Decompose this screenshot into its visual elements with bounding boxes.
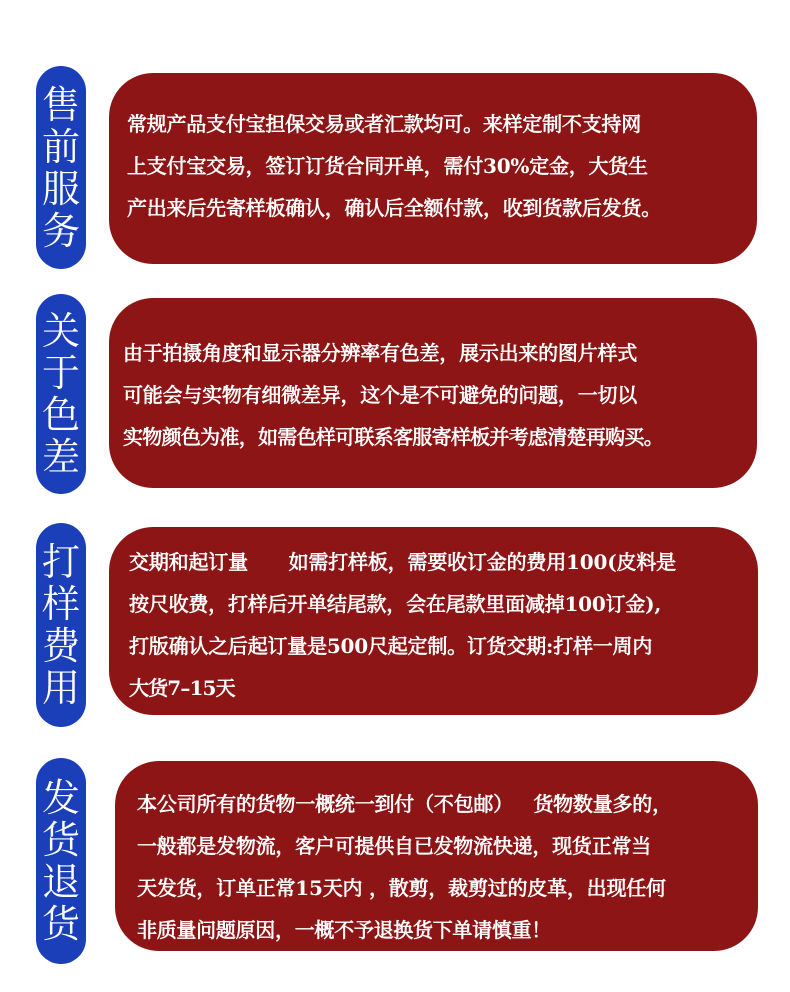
section-tag [36,66,86,269]
tag-char: 差 [41,435,80,479]
card-line: 打版确认之后起订量是500尺起定制。订货交期:打样一周内 [129,634,653,658]
tag-char: 色 [41,393,80,437]
info-card [109,527,758,715]
tag-char: 样 [41,582,80,626]
info-card [109,298,757,488]
tag-char: 发 [41,776,80,820]
section-tag [36,523,86,727]
tag-char: 服 [41,166,80,211]
card-line: 交期和起订量 如需打样板，需要收订金的费用100(皮料是 [129,550,676,574]
tag-char: 退 [41,860,80,904]
tag-char: 前 [41,124,80,169]
tag-char: 于 [41,351,80,395]
card-line: 实物颜色为准，如需色样可联系客服寄样板并考虑清楚再购买。 [123,425,663,449]
tag-char: 务 [41,208,80,253]
tag-char: 售 [41,82,80,127]
section-tag [36,758,86,964]
tag-char: 打 [41,540,80,584]
card-line: 按尺收费，打样后开单结尾款，会在尾款里面减掉100订金), [129,592,662,616]
info-card [109,73,757,264]
tag-char: 费 [41,624,80,668]
card-line: 非质量问题原因，一概不予退换货下单请慎重！ [137,918,551,942]
card-line: 上支付宝交易，签订订货合同开单，需付30%定金，大货生 [127,154,648,178]
card-line: 本公司所有的货物一概统一到付（不包邮） 货物数量多的， [137,792,672,816]
card-line: 由于拍摄角度和显示器分辨率有色差，展示出来的图片样式 [123,341,637,365]
tag-char: 货 [41,902,80,946]
card-line: 大货7–15天 [129,676,235,700]
card-line: 产出来后先寄样板确认，确认后全额付款，收到货款后发货。 [127,196,661,220]
card-line: 天发货，订单正常15天内 ，散剪，裁剪过的皮革，出现任何 [137,876,666,900]
info-card [115,761,758,951]
card-line: 常规产品支付宝担保交易或者汇款均可。来样定制不支持网 [127,112,641,136]
card-line: 一般都是发物流，客户可提供自已发物流快递，现货正常当 [137,834,651,858]
section-tag [36,294,86,494]
card-line: 可能会与实物有细微差异，这个是不可避免的问题，一切以 [123,383,637,407]
tag-char: 用 [41,666,80,710]
tag-char: 货 [41,818,80,862]
tag-char: 关 [41,309,80,353]
